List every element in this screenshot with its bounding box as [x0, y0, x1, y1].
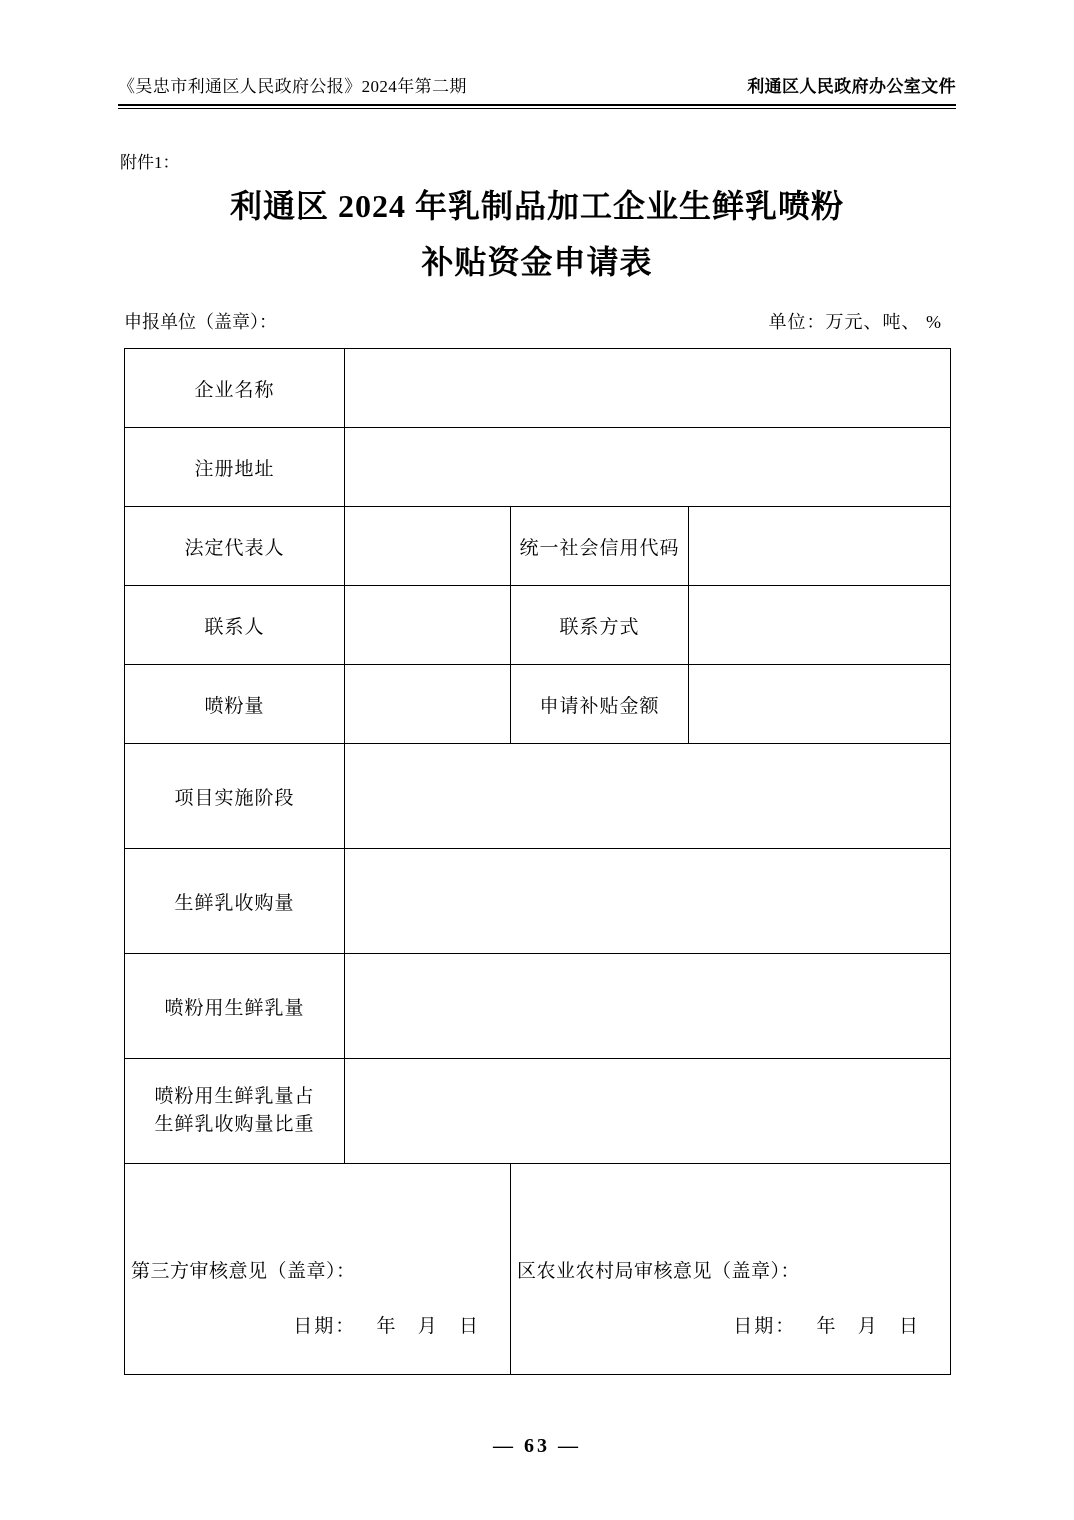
value-credit-code[interactable]	[689, 507, 951, 586]
page-number: — 63 —	[493, 1435, 581, 1457]
value-project-stage[interactable]	[345, 744, 951, 849]
value-raw-milk-for-powder[interactable]	[345, 954, 951, 1059]
table-row	[125, 849, 951, 954]
table-row	[125, 428, 951, 507]
declaring-unit-label: 申报单位（盖章）：	[124, 312, 277, 332]
label-legal-representative: 法定代表人	[125, 507, 345, 586]
value-registered-address[interactable]	[345, 428, 951, 507]
header-publication-title: 《吴忠市利通区人民政府公报》2024年第二期	[118, 77, 467, 96]
meta-row	[124, 308, 950, 334]
value-powder-volume[interactable]	[345, 665, 511, 744]
label-company-name: 企业名称	[125, 349, 345, 428]
table-row	[125, 586, 951, 665]
attachment-label: 附件1：	[120, 153, 180, 172]
label-subsidy-amount: 申请补贴金额	[511, 665, 689, 744]
third-party-review-cell[interactable]	[125, 1164, 511, 1375]
agriculture-bureau-review-date: 日期： 年 月 日	[733, 1316, 921, 1337]
page-title-line-1: 利通区 2024 年乳制品加工企业生鲜乳喷粉	[229, 188, 844, 224]
label-credit-code: 统一社会信用代码	[511, 507, 689, 586]
label-raw-milk-purchase: 生鲜乳收购量	[125, 849, 345, 954]
label-powder-milk-ratio	[125, 1059, 345, 1164]
label-powder-volume: 喷粉量	[125, 665, 345, 744]
header-office-title: 利通区人民政府办公室文件	[747, 77, 956, 96]
value-company-name[interactable]	[345, 349, 951, 428]
table-row	[125, 665, 951, 744]
table-row	[125, 1059, 951, 1164]
table-row	[125, 349, 951, 428]
table-row	[125, 954, 951, 1059]
value-legal-representative[interactable]	[345, 507, 511, 586]
label-registered-address: 注册地址	[125, 428, 345, 507]
label-powder-milk-ratio-line-2: 生鲜乳收购量比重	[154, 1114, 315, 1135]
value-contact-method[interactable]	[689, 586, 951, 665]
units-label: 单位：万元、吨、 %	[768, 312, 942, 332]
third-party-review-date: 日期： 年 月 日	[293, 1316, 480, 1337]
page-title-line-2: 补贴资金申请表	[421, 244, 653, 280]
value-contact-person[interactable]	[345, 586, 511, 665]
label-contact-person: 联系人	[125, 586, 345, 665]
agriculture-bureau-review-cell[interactable]	[511, 1164, 951, 1375]
value-subsidy-amount[interactable]	[689, 665, 951, 744]
label-raw-milk-for-powder: 喷粉用生鲜乳量	[125, 954, 345, 1059]
application-form-table	[124, 348, 951, 1375]
page-header	[118, 72, 956, 97]
agriculture-bureau-review-title: 区农业农村局审核意见（盖章）：	[517, 1260, 801, 1282]
third-party-review-title: 第三方审核意见（盖章）：	[131, 1260, 356, 1282]
value-raw-milk-purchase[interactable]	[345, 849, 951, 954]
table-row	[125, 1164, 951, 1375]
value-powder-milk-ratio[interactable]	[345, 1059, 951, 1164]
label-powder-milk-ratio-line-1: 喷粉用生鲜乳量占	[154, 1086, 315, 1108]
table-row	[125, 507, 951, 586]
label-contact-method: 联系方式	[511, 586, 689, 665]
header-divider	[118, 104, 956, 109]
page-title	[118, 178, 956, 290]
label-project-stage: 项目实施阶段	[125, 744, 345, 849]
table-row	[125, 744, 951, 849]
